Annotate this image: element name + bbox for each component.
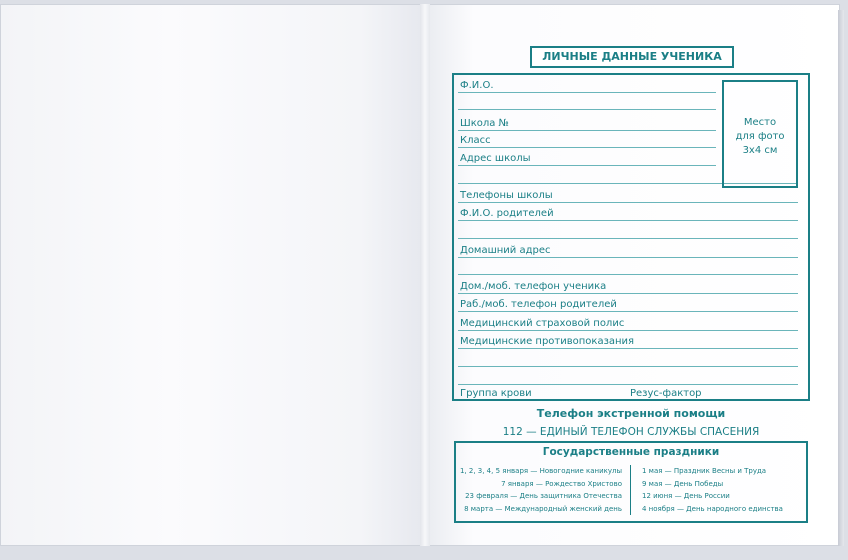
holiday-item: 9 мая — День Победы [642,479,724,488]
holidays-right-list [642,465,783,515]
field-school-phones-label: Телефоны школы [460,190,553,201]
holiday-item: 23 февраля — День защитника Отечества [465,492,622,500]
holidays-divider [630,465,631,515]
field-contraindications-label: Медицинские противопоказания [460,336,635,347]
school-phones-line[interactable] [458,202,798,203]
photo-text-3: 3х4 см [742,145,778,156]
contraindications-line-1[interactable] [458,348,798,349]
emergency-title: Телефон экстренной помощи [536,407,726,420]
student-data-form [452,73,810,401]
photo-text-2: для фото [735,131,785,142]
holidays-left-list [460,465,622,515]
class-line[interactable] [458,147,716,148]
contraindications-line-3[interactable] [458,384,798,385]
home-address-line-2[interactable] [458,274,798,275]
page-edge [838,10,844,546]
fio-line-1[interactable] [458,92,716,93]
parents-fio-line-1[interactable] [458,220,798,221]
field-insurance-label: Медицинский страховой полис [460,318,625,329]
school-line[interactable] [458,130,716,131]
holiday-item: 12 июня — День России [642,492,730,500]
insurance-line[interactable] [458,330,798,331]
field-parents-fio-label: Ф.И.О. родителей [460,208,554,219]
field-rh-factor-label: Резус-фактор [630,388,702,399]
field-home-address-label: Домашний адрес [460,245,551,256]
holiday-item: 8 марта — Международный женский день [464,504,622,513]
school-address-line-1[interactable] [458,165,716,166]
holiday-item: 7 января — Рождество Христово [501,479,622,488]
emergency-subtitle: 112 — ЕДИНЫЙ ТЕЛЕФОН СЛУЖБЫ СПАСЕНИЯ [502,426,760,438]
field-school-address-label: Адрес школы [460,153,531,164]
contraindications-line-2[interactable] [458,366,798,367]
holidays-box [454,441,808,523]
photo-placeholder [722,80,798,188]
holiday-item: 4 ноября — День народного единства [642,504,783,513]
photo-text-1: Место [743,117,777,128]
left-page [0,4,424,546]
holidays-title: Государственные праздники [542,446,720,458]
field-school-label: Школа № [460,118,509,129]
field-class-label: Класс [460,135,491,146]
holiday-item: 1 мая — Праздник Весны и Труда [642,467,767,475]
field-fio-label: Ф.И.О. [460,80,494,91]
parents-phone-line[interactable] [458,311,798,312]
home-address-line-1[interactable] [458,257,798,258]
field-student-phone-label: Дом./моб. телефон ученика [460,281,607,292]
holiday-item: 1, 2, 3, 4, 5 января — Новогодние каникулы [459,467,622,475]
form-title: ЛИЧНЫЕ ДАННЫЕ УЧЕНИКА [530,46,734,68]
field-parents-phone-label: Раб./моб. телефон родителей [460,299,617,310]
parents-fio-line-2[interactable] [458,238,798,239]
spine [420,4,430,546]
fio-line-2[interactable] [458,109,716,110]
field-blood-group-label: Группа крови [460,388,532,399]
student-phone-line[interactable] [458,293,798,294]
